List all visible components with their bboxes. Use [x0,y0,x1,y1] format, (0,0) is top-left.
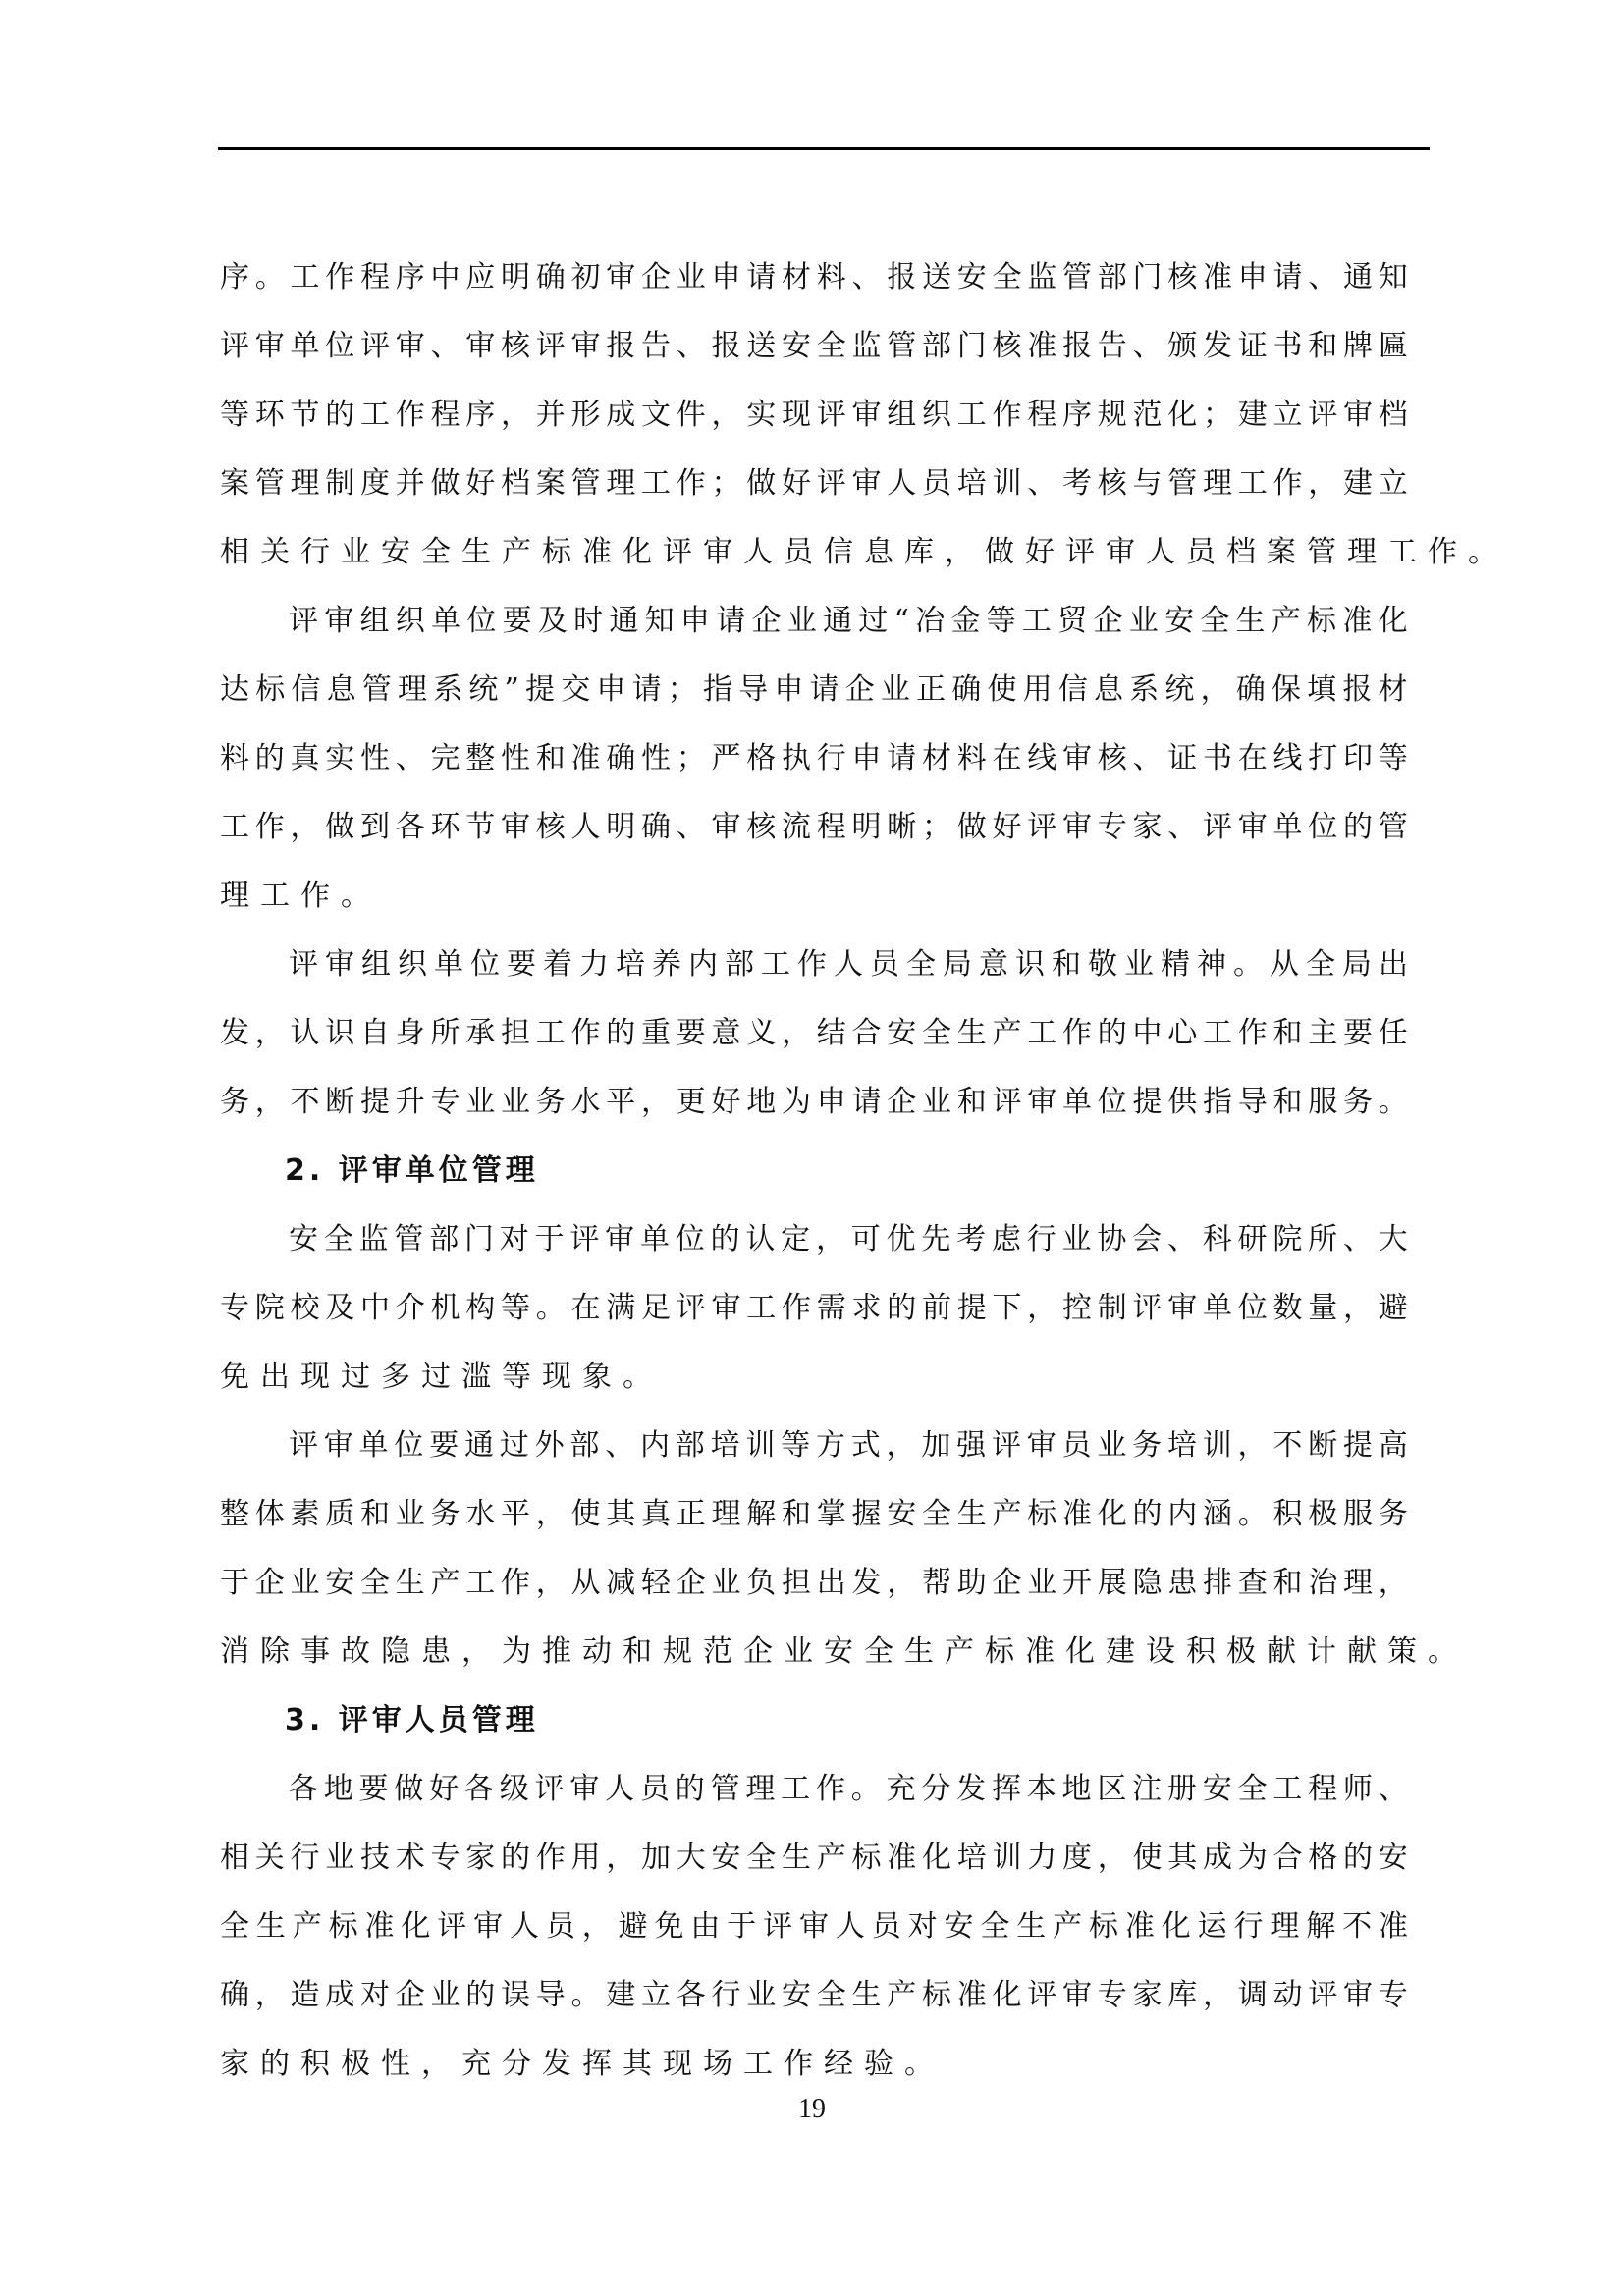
text-line: 发 ， 认 识 自 身 所 承 担 工 作 的 重 要 意 义 ， 结 合 安 全 生 产 工 作 的 中 心 工 作 和 主 要 任 [220,1016,1408,1050]
text-line: 评 审 单 位 要 通 过 外 部 、 内 部 培 训 等 方 式 ， 加 强 评 审 员 业 务 培 训 ， 不 断 提 高 [289,1428,1408,1463]
text-line: 等 环 节 的 工 作 程 序 ， 并 形 成 文 件 ， 实 现 评 审 组 织 工 作 程 序 规 范 化 ； 建 立 评 审 档 [220,398,1408,432]
text-line: 家的积极性，充分发挥其现场工作经验。 [220,2047,945,2081]
page-number: 19 [798,2094,826,2124]
section-heading: 3. 评审人员管理 [285,1703,539,1737]
text-line: 评 审 组 织 单 位 要 及 时 通 知 申 请 企 业 通 过 “ 冶 金 等 工 贸 企 业 安 全 生 产 标 准 化 [289,604,1408,638]
text-line: 理工作。 [220,879,381,913]
text-line: 全 生 产 标 准 化 评 审 人 员 ， 避 免 由 于 评 审 人 员 对 安 全 生 产 标 准 化 运 行 理 解 不 准 [220,1909,1408,1944]
text-line: 序 。 工 作 程 序 中 应 明 确 初 审 企 业 申 请 材 料 、 报 送 安 全 监 管 部 门 核 准 申 请 、 通 知 [220,260,1408,294]
text-line: 免出现过多过滥等现象。 [220,1360,663,1394]
text-line: 评 审 组 织 单 位 要 着 力 培 养 内 部 工 作 人 员 全 局 意 识 和 敬 业 精 神 。 从 全 局 出 [289,947,1408,982]
text-line: 相 关 行 业 技 术 专 家 的 作 用 ， 加 大 安 全 生 产 标 准 化 培 训 力 度 ， 使 其 成 为 合 格 的 安 [220,1841,1408,1875]
text-line: 料 的 真 实 性 、 完 整 性 和 准 确 性 ； 严 格 执 行 申 请 材 料 在 线 审 核 、 证 书 在 线 打 印 等 [220,741,1408,775]
header-rule [218,147,1430,150]
text-line: 务 ， 不 断 提 升 专 业 业 务 水 平 ， 更 好 地 为 申 请 企 业 和 评 审 单 位 提 供 指 导 和 服 务 。 [220,1085,1408,1119]
text-line: 于 企 业 安 全 生 产 工 作 ， 从 减 轻 企 业 负 担 出 发 ， 帮 助 企 业 开 展 隐 患 排 查 和 治 理 ， [220,1566,1408,1600]
text-line: 达 标 信 息 管 理 系 统 ” 提 交 申 请 ； 指 导 申 请 企 业 正 确 使 用 信 息 系 统 ， 确 保 填 报 材 [220,672,1408,707]
text-line: 消除事故隐患，为推动和规范企业安全生产标准化建设积极献计献策。 [220,1634,1468,1669]
text-line: 工 作 ， 做 到 各 环 节 审 核 人 明 确 、 审 核 流 程 明 晰 ； 做 好 评 审 专 家 、 评 审 单 位 的 管 [220,810,1408,844]
text-line: 案 管 理 制 度 并 做 好 档 案 管 理 工 作 ； 做 好 评 审 人 员 培 训 、 考 核 与 管 理 工 作 ， 建 立 [220,466,1408,501]
text-line: 各 地 要 做 好 各 级 评 审 人 员 的 管 理 工 作 。 充 分 发 挥 本 地 区 注 册 安 全 工 程 师 、 [289,1772,1408,1806]
text-line: 确 ， 造 成 对 企 业 的 误 导 。 建 立 各 行 业 安 全 生 产 标 准 化 评 审 专 家 库 ， 调 动 评 审 专 [220,1978,1408,2012]
text-line: 整 体 素 质 和 业 务 水 平 ， 使 其 真 正 理 解 和 掌 握 安 全 生 产 标 准 化 的 内 涵 。 积 极 服 务 [220,1497,1408,1531]
text-line: 专 院 校 及 中 介 机 构 等 。 在 满 足 评 审 工 作 需 求 的 前 提 下 ， 控 制 评 审 单 位 数 量 ， 避 [220,1291,1408,1325]
document-body [220,243,1508,2099]
text-line: 评 审 单 位 评 审 、 审 核 评 审 报 告 、 报 送 安 全 监 管 部 门 核 准 报 告 、 颁 发 证 书 和 牌 匾 [220,329,1408,363]
section-heading: 2. 评审单位管理 [285,1153,539,1188]
text-line: 安 全 监 管 部 门 对 于 评 审 单 位 的 认 定 ， 可 优 先 考 虑 行 业 协 会 、 科 研 院 所 、 大 [289,1222,1408,1256]
text-line: 相关行业安全生产标准化评审人员信息库，做好评审人员档案管理工作。 [220,535,1508,569]
